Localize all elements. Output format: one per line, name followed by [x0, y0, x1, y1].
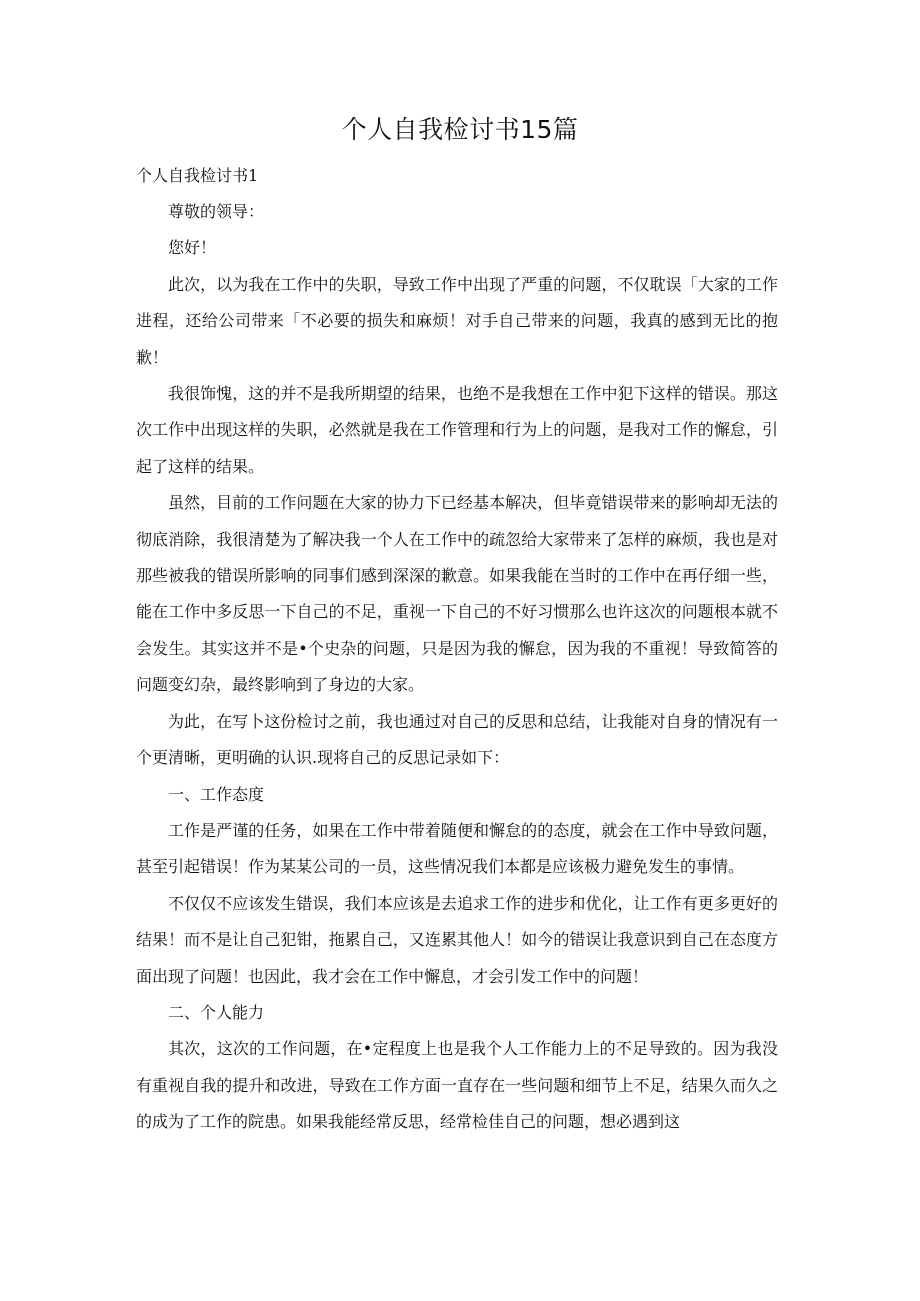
- salutation: 尊敬的领导：: [168, 202, 265, 221]
- body-paragraph: 我很饰愧，这的并不是我所期望的结果，也绝不是我想在工作中犯下这样的错误。那这次工作中出现这样的失职，必然就是我在工作管理和行为上的问题，是我对工作的懈怠，引起了这样的结果。: [136, 384, 778, 476]
- body-paragraph: 此次，以为我在工作中的失职，导致工作中出现了严重的问题，不仅耽误「大家的工作进程，还给公司带来「不必要的损失和麻烦！对手自己带来的问题，我真的感到无比的抱歉！: [136, 274, 778, 367]
- body-paragraph: 为此，在写卜这份检讨之前，我也通过对自己的反思和总结，让我能对自身的情况有一个更清晰，更明确的认识.现将自己的反思记录如下：: [136, 711, 778, 768]
- body-paragraph: 工作是严谨的任务，如果在工作中带着随便和懈怠的的态度，就会在工作中导致问题，甚至引起错误！作为某某公司的一员，这些情况我们本都是应该极力避免发生的事情。: [136, 820, 778, 877]
- document-body: [136, 194, 778, 1141]
- section-heading: 个人自我检讨书1: [136, 166, 259, 185]
- body-paragraph: 不仅仅不应该发生错误，我们本应该是去追求工作的进步和优化，让工作有更多更好的结果！而不是让自己犯钳，拖累自己，又连累其他人！如今的错误让我意识到自己在态度方面出现了问题！也因此，我才会在工作中懈息，才会引发工作中的问题！: [136, 893, 778, 986]
- body-paragraph: 虽然，目前的工作问题在大家的协力下已经基本解决，但毕竟错误带来的影响却无法的彻底消除，我很清楚为了解决我一个人在工作中的疏忽给大家带来了怎样的麻烦，我也是对那些被我的错误所影响的同事们感到深深的歉意。如果我能在当时的工作中在再仔细一些，能在工作中多反思一下自己的不足，重视一下自己的不好习惯那么也许这次的问题根本就不会发生。其实这并不是•个史杂的问题，只是因为我的懈怠，因为我的不重视！导致简答的问题变幻杂，最终影响到了身边的大家。: [136, 493, 778, 695]
- subheading-attitude: 一、工作态度: [168, 784, 265, 804]
- document-title: 个人自我检讨书15篇: [341, 115, 579, 144]
- body-paragraph: 其次，这次的工作问题，在•定程度上也是我个人工作能力上的不足导致的。因为我没有重视自我的提升和改进，导致在工作方面一直存在一些问题和细节上不足，结果久而久之的成为了工作的院患。如果我能经常反思，经常检佳自己的问题，想必遇到这: [136, 1039, 778, 1132]
- subheading-ability: 二、个人能力: [168, 1002, 265, 1022]
- greeting: 您好！: [168, 238, 217, 258]
